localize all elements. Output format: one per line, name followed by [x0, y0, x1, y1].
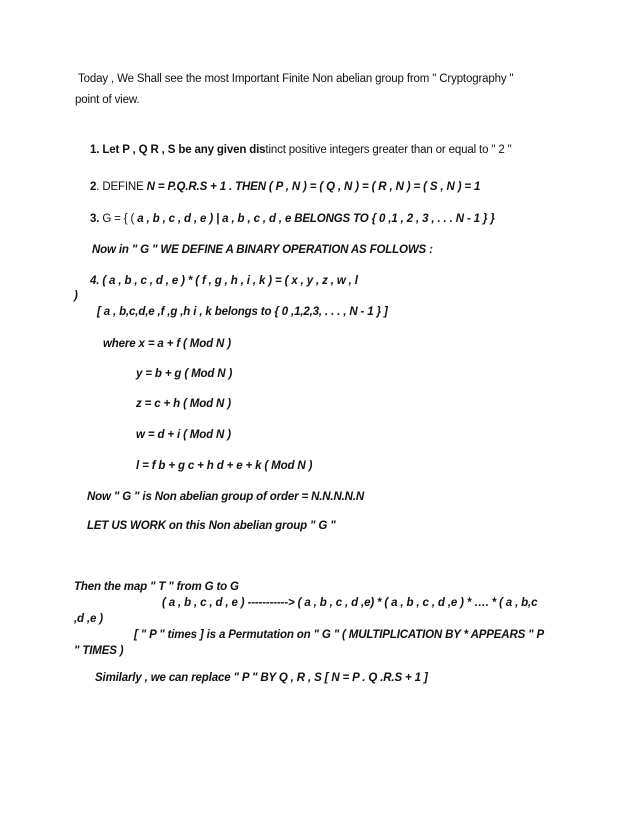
- equation-y: y = b + g ( Mod N ): [136, 368, 233, 380]
- order-statement: Now " G " is Non abelian group of order = N.N.N.N.N: [87, 491, 365, 503]
- intro-line-1: Today , We Shall see the most Important Finite Non abelian group from " Cryptography ": [78, 73, 514, 85]
- map-line-3: ,d ,e ): [74, 613, 103, 625]
- step-4-line-2: ): [74, 290, 78, 302]
- work-statement: LET US WORK on this Non abelian group " G ": [87, 520, 336, 532]
- step-3-lead: G = { (: [99, 213, 138, 225]
- step-2-lead: . DEFINE: [96, 181, 147, 193]
- step-2-number: 2: [90, 181, 97, 193]
- equation-x: where x = a + f ( Mod N ): [103, 338, 231, 350]
- step-3-formula: a , b , c , d , e ) | a , b , c , d , e BELONGS TO { 0 ,1 , 2 , 3 , . . . N - 1 } }: [137, 213, 495, 225]
- step-4-line-1: 4. ( a , b , c , d , e ) * ( f , g , h , i , k ) = ( x , y , z , w , l: [90, 275, 358, 287]
- step-2-formula: N = P.Q.R.S + 1 . THEN ( P , N ) = ( Q , N ) = ( R , N ) = ( S , N ) = 1: [146, 181, 481, 193]
- step-1-lead: Let P , Q R , S be any given dis: [102, 144, 266, 156]
- map-line-2: ( a , b , c , d , e ) -----------> ( a , b , c , d ,e) * ( a , b , c , d ,e ) * …. * ( a , b,c: [162, 597, 538, 609]
- map-line-1: Then the map " T " from G to G: [74, 581, 239, 593]
- step-1-rest: tinct positive integers greater than or equal to " 2 ": [265, 144, 512, 156]
- intro-line-2: point of view.: [75, 94, 140, 106]
- step-3: [90, 212, 495, 227]
- map-line-5: " TIMES ): [74, 645, 124, 657]
- equation-z: z = c + h ( Mod N ): [136, 398, 231, 410]
- define-operation-heading: Now in " G " WE DEFINE A BINARY OPERATION AS FOLLOWS :: [92, 244, 433, 256]
- equation-w: w = d + i ( Mod N ): [136, 429, 231, 441]
- map-line-4: [ " P " times ] is a Permutation on " G " ( MULTIPLICATION BY * APPEARS " P: [134, 629, 545, 641]
- similarly-statement: Similarly , we can replace " P " BY Q , R , S [ N = P . Q .R.S + 1 ]: [95, 672, 428, 684]
- step-1: [90, 143, 512, 158]
- equation-l: l = f b + g c + h d + e + k ( Mod N ): [136, 460, 313, 472]
- step-4-line-3: [ a , b,c,d,e ,f ,g ,h i , k belongs to { 0 ,1,2,3, . . . , N - 1 } ]: [97, 306, 388, 318]
- step-3-number: 3.: [90, 213, 100, 225]
- step-2: [90, 180, 480, 195]
- step-1-number: 1.: [90, 144, 100, 156]
